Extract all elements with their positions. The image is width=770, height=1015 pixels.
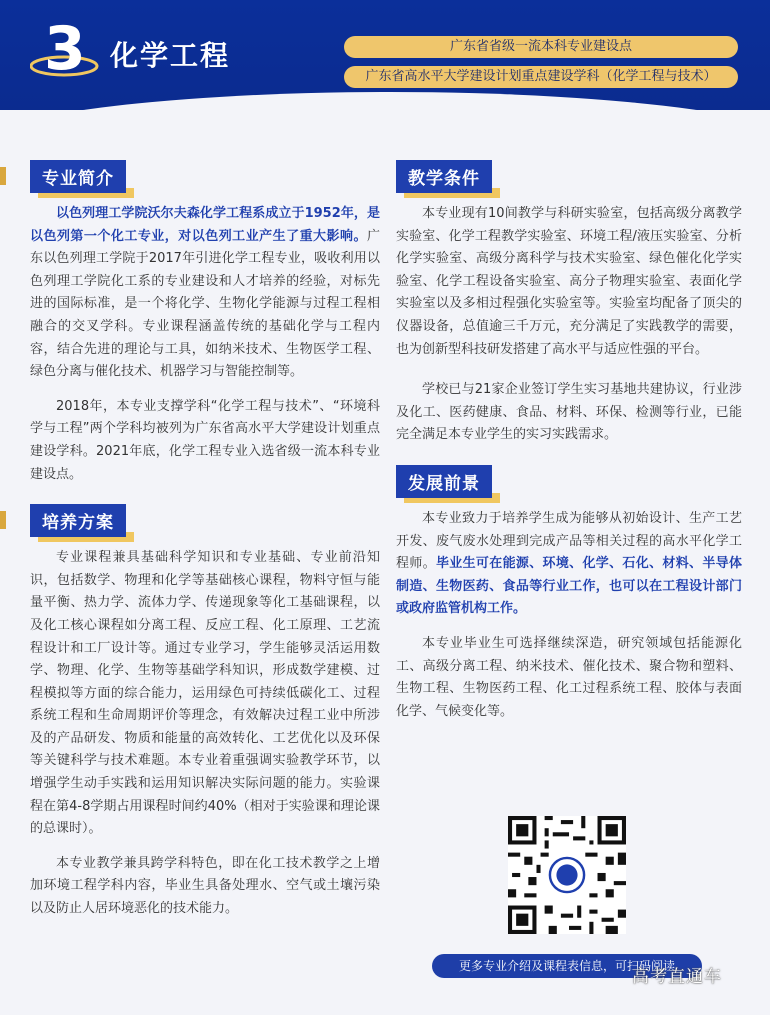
prospects-heading: 发展前景 (396, 465, 492, 498)
emblem-number: 3 (44, 14, 86, 84)
section-heading-intro (30, 160, 126, 193)
training-paragraph-1: 专业课程兼具基础科学知识和专业基础、专业前沿知识，包括数学、物理和化学等基础核心课程，物料守恒与能量平衡、热力学、流体力学、传递现象等化工基础课程，以及化工核心课程如分离工程、反应工程、化工原理、工艺流程设计和工厂设计等。通过专业学习，学生能够灵活运用数学、物理、化学、生物等基础学科知识，形成数学建模、过程模拟等方面的综合能力，运用绿色可持续低碳化工、过程系统工程和生命周期评价等理念，有效解决过程工业中所涉及的产品研发、物质和能量的高效转化、工艺优化以及环保等关键科学与技术难题。本专业着重强调实验教学环节，以增强学生动手实践和运用知识解决实际问题的能力。实验课程在第4-8学期占用课程时间约40%（相对于实验课和理论课的总课时）。 (30, 550, 380, 837)
honor-badge-1: 广东省省级一流本科专业建设点 (344, 36, 738, 58)
teaching-paragraph-1: 本专业现有10间教学与科研实验室，包括高级分离教学实验室、化学工程教学实验室、环境工程/液压实验室、分析化学实验室、高级分离科学与技术实验室、绿色催化化学实验室、化学工程设备实验室、高分子物理实验室、表面化学实验室以及多相过程强化实验室等。实验室均配备了顶尖的仪器设备，总值逾三千万元，充分满足了实践教学的需要，也为创新型科技研发搭建了高水平与适应性强的平台。 (396, 206, 742, 357)
prospects-highlight: 毕业生可在能源、环境、化学、石化、材料、半导体制造、生物医药、食品等行业工作，也可以在工程设计部门或政府监管机构工作。 (396, 556, 742, 617)
training-heading: 培养方案 (30, 504, 126, 537)
page-title: 化学工程 (110, 39, 231, 72)
left-column (30, 160, 380, 933)
prospects-paragraph-1 (396, 508, 742, 621)
prospects-paragraph-1-body: 本专业致力于培养学生成为能够从初始设计、生产工艺开发、废气废水处理到完成产品等相关过程的高水平化学工程师。 (396, 510, 742, 572)
section-heading-prospects (396, 465, 492, 498)
intro-highlight: 以色列理工学院沃尔夫森化学工程系成立于1952年，是以色列第一个化工专业，对以色列工业产生了重大影响。 (30, 206, 380, 244)
intro-heading: 专业简介 (30, 160, 126, 193)
page-header (0, 0, 770, 110)
qr-info-banner[interactable]: 更多专业介绍及课程表信息，可扫码阅读 (432, 954, 702, 978)
prospects-paragraph-2: 本专业毕业生可选择继续深造，研究领域包括能源化工、高级分离工程、纳米技术、催化技术、聚合物和塑料、生物工程、生物医药工程、化工过程系统工程、胶体与表面化学、气候变化等。 (396, 635, 742, 719)
intro-paragraph-1-body: 广东以色列理工学院于2017年引进化学工程专业，吸收利用以色列理工学院化工系的专业建设和人才培养的经验，对标先进的国际标准，是一个将化学、生物化学能源与过程工程相融合的交叉学科。专业课程涵盖传统的基础化学与工程内容，结合先进的理论与工具，如纳米技术、生物医学工程、绿色分离与催化技术、机器学习与智能控制等。 (30, 228, 380, 380)
qr-code[interactable] (508, 816, 626, 934)
intro-paragraph-1 (30, 203, 380, 384)
section-heading-teaching (396, 160, 492, 193)
number-3-emblem (30, 14, 100, 84)
honor-badge-2: 广东省高水平大学建设计划重点建设学科（化学工程与技术） (344, 66, 738, 88)
teaching-paragraph-2: 学校已与21家企业签订学生实习基地共建协议，行业涉及化工、医药健康、食品、材料、环保、检测等行业，已能完全满足本专业学生的实习实践需求。 (396, 382, 742, 443)
teaching-heading: 教学条件 (396, 160, 492, 193)
main-content (0, 110, 770, 1015)
watermark-text: 高考直通车 (632, 967, 722, 987)
section-heading-training (30, 504, 126, 537)
right-column (396, 160, 742, 735)
training-paragraph-2: 本专业教学兼具跨学科特色，即在化工技术教学之上增加环境工程学科内容，毕业生具备处理水、空气或土壤污染以及防止人居环境恶化的技术能力。 (30, 855, 380, 917)
intro-paragraph-2: 2018年，本专业支撑学科“化学工程与技术”、“环境科学与工程”两个学科均被列为广东省高水平大学建设计划重点建设学科。2021年底，化学工程专业入选省级一流本科专业建设点。 (30, 398, 380, 482)
